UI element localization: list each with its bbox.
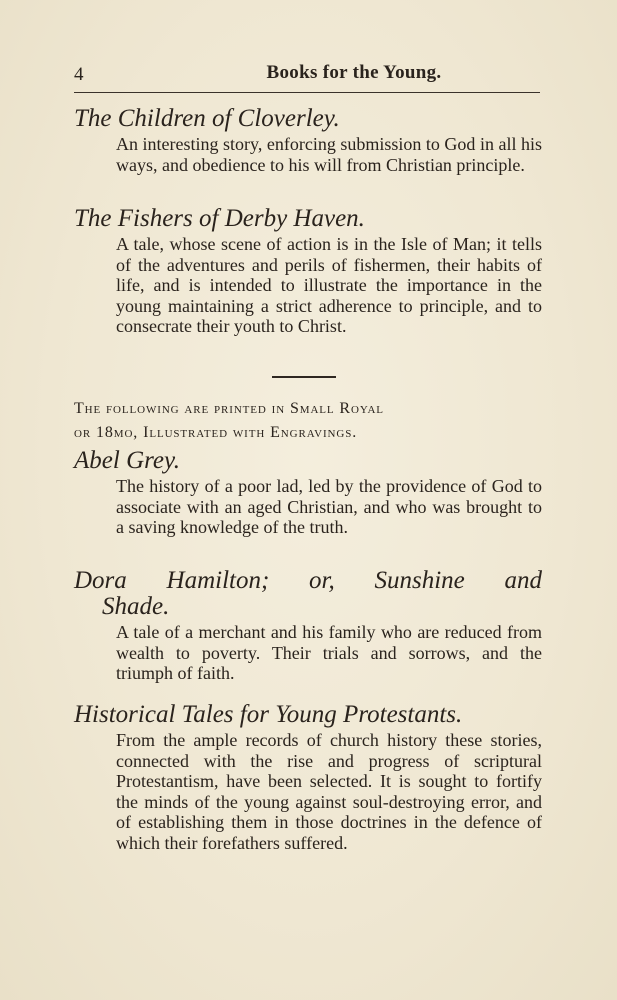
book-title: Historical Tales for Young Protestants. <box>74 701 463 728</box>
section-note-line: The following are printed in Small Royal <box>74 400 384 417</box>
book-description: A tale of a merchant and his family who are reduced from wealth to poverty. Their trials and sorrows, and the triumph of faith. <box>116 622 542 683</box>
book-title-line: Shade. <box>102 593 170 620</box>
section-note <box>74 397 542 445</box>
book-title: The Fishers of Derby Haven. <box>74 205 365 232</box>
book-entry <box>74 206 542 337</box>
book-entry <box>74 448 542 538</box>
book-title: The Children of Cloverley. <box>74 105 340 132</box>
book-title-line: Dora Hamilton; or, Sunshine and <box>74 567 542 594</box>
book-entry <box>74 568 542 684</box>
book-entry <box>74 702 542 853</box>
book-title: Abel Grey. <box>74 447 180 474</box>
book-description: A tale, whose scene of action is in the Isle of Man; it tells of the adventures and perils of fishermen, their habits of life, and is intended to illustrate the importance in the young maintaining a strict adherence to principle, and to consecrate their youth to Christ. <box>116 234 542 336</box>
book-description: The history of a poor lad, led by the providence of God to associate with an aged Christian, and who was brought to a saving knowledge of the truth. <box>116 476 542 537</box>
header-rule <box>74 92 540 93</box>
page-header <box>74 58 540 90</box>
page-number: 4 <box>74 64 84 85</box>
book-title-continued <box>74 594 542 620</box>
book-description: From the ample records of church history these stories, connected with the rise and progress of scriptural Protestantism, have been selected. It is sought to fortify the minds of the young against soul-destroying error, and of establishing them in those doctrines in the defence of which their forefathers suffered. <box>116 730 542 853</box>
book-description: An interesting story, enforcing submission to God in all his ways, and obedience to his will from Christian principle. <box>116 134 542 175</box>
running-title: Books for the Young. <box>266 62 442 83</box>
section-divider <box>272 376 336 378</box>
book-entry <box>74 106 542 175</box>
section-note-line: or 18mo, Illustrated with Engravings. <box>74 424 358 441</box>
book-title <box>74 568 542 594</box>
